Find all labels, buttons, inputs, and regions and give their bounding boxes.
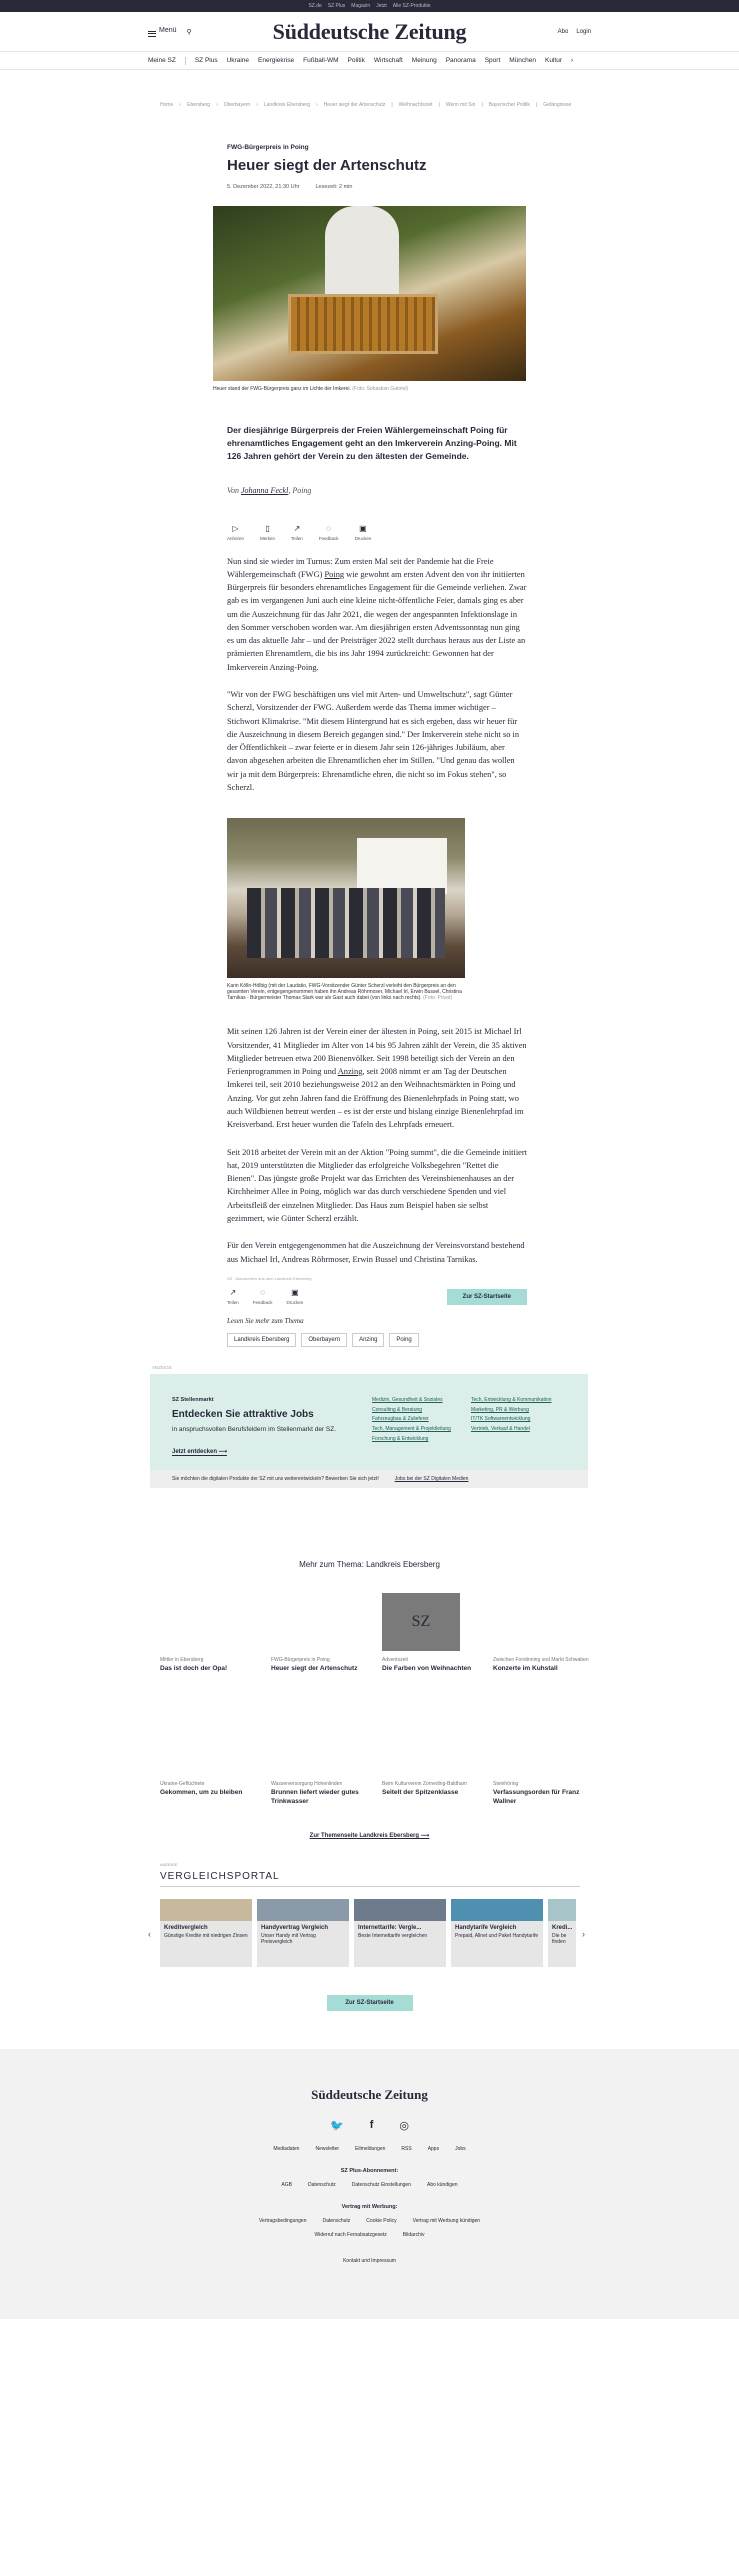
startpage-button[interactable]: Zur SZ-Startseite bbox=[447, 1289, 527, 1305]
article-paragraph: "Wir von der FWG beschäftigen uns viel mit Arten- und Umweltschutz", sagt Günter Scherzl, Vorsitzender der FWG. Außerdem werde das Thema immer wichtiger – Stichwort Klimakrise. "Mit diesem Hintergrund hat es sich ergeben, dass wir heuer für die Auszeichnung in diesem Bereich gegangen sind." Der Imkerverein stehe nicht so in der Öffentlichkeit – zwar feierte er in diesem Jahr sein 126-jähriges Jubiläum, aber davon abgesehen arbeiten die Ehrenamtlichen eher im Stillen. "Und genau das wollen wir ja mit dem Bürgerpreis: Ehrenamtliche ehren, die nicht so im Fokus stehen", so Scherzl. bbox=[227, 690, 520, 793]
footer-link[interactable]: Jobs bbox=[455, 2146, 466, 2153]
presentation-board-shape bbox=[357, 838, 447, 894]
print-icon: ▣ bbox=[359, 523, 367, 533]
breadcrumb: Home › Ebersberg › Oberbayern › Landkreis Ebersberg › Heuer siegt der Artenschutz | Weihnachtszeit | Wenn mit Sin | Bayerischer Politik | Gefängnisse bbox=[160, 102, 572, 108]
honeycomb-frame-shape bbox=[288, 294, 438, 354]
comparison-card[interactable]: Handytarife Vergleich Prepaid, Allnet und Paket Handytarife bbox=[451, 1899, 543, 1969]
byline: Von Johanna Feckl, Poing bbox=[227, 485, 312, 495]
jobs-cta-link[interactable]: Jetzt entdecken ⟶ bbox=[172, 1448, 228, 1455]
article-end-toolbar bbox=[227, 1289, 527, 1305]
nav-item[interactable]: Kultur bbox=[545, 57, 562, 64]
photo-credit: (Foto: Sebastian Gabriel) bbox=[352, 386, 409, 392]
teaser-card[interactable]: Beim Kulturverein Zorneding-Baldham Seitelt der Spitzenklasse bbox=[382, 1781, 467, 1797]
topbar-link[interactable]: Magazin bbox=[351, 3, 371, 9]
footer-link[interactable]: Datenschutz bbox=[307, 2182, 336, 2189]
instagram-icon[interactable]: ◎ bbox=[399, 2120, 409, 2133]
job-category-link[interactable]: Fahrzeugbau & Zulieferer bbox=[372, 1416, 429, 1423]
topic-tag[interactable]: Oberbayern bbox=[301, 1333, 347, 1347]
teaser-card[interactable]: FWG-Bürgerpreis in Poing Heuer siegt der Artenschutz bbox=[271, 1656, 358, 1672]
teaser-card[interactable]: Steinhöring Verfassungsorden für Franz Wallner bbox=[493, 1781, 580, 1805]
teaser-card[interactable]: Mittler in Ebersberg Das ist doch der Opa! bbox=[160, 1656, 228, 1672]
startpage-button[interactable]: Zur SZ-Startseite bbox=[327, 1995, 413, 2011]
hero-figure bbox=[213, 206, 526, 392]
nav-item[interactable]: Sport bbox=[484, 57, 501, 64]
nav-item[interactable]: München bbox=[509, 57, 537, 64]
top-utility-bar bbox=[0, 0, 739, 12]
breadcrumb-item[interactable]: Weihnachtszeit bbox=[398, 102, 433, 108]
teaser-grid bbox=[160, 1593, 739, 1673]
topic-tag[interactable]: Landkreis Ebersberg bbox=[227, 1333, 296, 1347]
page-title: Heuer siegt der Artenschutz bbox=[227, 157, 427, 174]
article-body bbox=[227, 424, 527, 1347]
ad-label: ANZEIGE bbox=[152, 1364, 172, 1370]
footer-logo[interactable]: Süddeutsche Zeitung bbox=[311, 2087, 428, 2103]
jobs-kicker: SZ Stellenmarkt bbox=[172, 1396, 214, 1403]
comparison-card[interactable]: Kredi... Die be finden bbox=[548, 1899, 576, 1969]
print-button[interactable]: ▣ Drucken bbox=[286, 1287, 304, 1305]
bookmark-icon: ▯ bbox=[265, 523, 270, 533]
search-icon[interactable]: ⚲ bbox=[186, 28, 192, 36]
nav-item[interactable]: Panorama bbox=[445, 57, 476, 64]
source-note: SZ - Nachrichten aus dem Landkreis Ebersberg bbox=[227, 1275, 312, 1281]
twitter-icon[interactable]: 🐦 bbox=[330, 2120, 344, 2133]
facebook-icon[interactable]: f bbox=[369, 2119, 374, 2132]
read-time: Lesezeit: 2 min bbox=[315, 184, 353, 190]
topbar-link[interactable]: SZ Plus bbox=[327, 3, 346, 9]
footer-link[interactable]: Datenschutz Einstellungen bbox=[351, 2182, 411, 2189]
topbar-link[interactable]: Jetzt bbox=[376, 3, 387, 9]
article-lead: Der diesjährige Bürgerpreis der Freien Wählergemeinschaft Poing für ehrenamtliches Engagement geht an den Imkerverein Anzing-Poing. Mit 126 Jahren gehört der Verein zu den ältesten der Gemeinde. bbox=[227, 425, 517, 462]
job-category-link[interactable]: Consulting & Beratung bbox=[372, 1406, 423, 1413]
article-paragraph: Seit 2018 arbeitet der Verein mit an der Aktion "Poing summt", die die Gemeinde initiiert hat, 2019 unterstützten die Mitglieder das erfolgreiche Volksbegehren "Rettet die Bienen". Das jüngste große Projekt war das Errichten des Vereinsbienenhauses an der Kirchheimer Allee in Poing, möglich war das durch verschiedene Spenden und viel Arbeitsfleiß der einzelnen Mitglieder. Das Haus zum Beispiel haben sie selbst gezimmert, wie Günter Scherzl erzählt. bbox=[227, 1147, 527, 1223]
comparison-carousel bbox=[148, 1899, 585, 1969]
breadcrumb-item[interactable]: Landkreis Ebersberg bbox=[263, 102, 310, 108]
more-topic-title: Mehr zum Thema: Landkreis Ebersberg bbox=[299, 1559, 440, 1569]
footer-links bbox=[0, 2182, 739, 2188]
nav-item[interactable]: Meinung bbox=[411, 57, 437, 64]
author-link[interactable]: Johanna Feckl bbox=[241, 485, 289, 495]
nav-item[interactable]: Ukraine bbox=[226, 57, 249, 64]
feedback-button[interactable]: ◌ Feedback bbox=[318, 523, 339, 541]
teaser-card[interactable]: SZ Adventszeit Die Farben von Weihnachten bbox=[382, 1593, 488, 1673]
share-button[interactable]: ↗ Teilen bbox=[291, 523, 303, 541]
footer-link[interactable]: Bildarchiv bbox=[402, 2232, 425, 2239]
job-category-link[interactable]: Tech, Entwicklung & Kommunikation bbox=[470, 1396, 552, 1403]
site-logo[interactable]: Süddeutsche Zeitung bbox=[272, 18, 467, 44]
sz-placeholder-image: SZ bbox=[382, 1593, 460, 1651]
footer-links bbox=[0, 2218, 739, 2224]
article-header bbox=[227, 144, 527, 190]
topic-page-link[interactable]: Zur Themenseite Landkreis Ebersberg ⟶ bbox=[309, 1833, 430, 1840]
article-paragraph: Für den Verein entgegengenommen hat die Auszeichnung der Vereinsvorstand bestehend aus Michael Irl, Andreas Röhrmoser, Erwin Bussel und Christina Tarnikas. bbox=[227, 1241, 525, 1264]
photo-credit: (Foto: Privat) bbox=[423, 995, 453, 1002]
share-button[interactable]: ↗ Teilen bbox=[227, 1287, 239, 1305]
article-toolbar bbox=[227, 525, 527, 541]
related-topics-title: Lesen Sie mehr zum Thema bbox=[227, 1316, 304, 1325]
feedback-icon: ◌ bbox=[326, 523, 332, 533]
social-links bbox=[0, 2119, 739, 2132]
inline-link[interactable]: Anzing bbox=[337, 1067, 363, 1077]
comparison-card[interactable]: Internettarife: Vergle... Beste Internettarife vergleichen bbox=[354, 1899, 446, 1969]
job-category-link[interactable]: Tech, Management & Projektleitung bbox=[372, 1426, 451, 1433]
nav-item[interactable]: SZ Plus bbox=[194, 57, 218, 64]
carousel-prev-icon[interactable]: ‹ bbox=[148, 1929, 151, 1940]
comparison-portal bbox=[148, 1853, 585, 1969]
play-icon: ▷ bbox=[232, 523, 239, 533]
listen-button[interactable]: ▷ Anhören bbox=[227, 523, 245, 541]
nav-item[interactable]: Wirtschaft bbox=[373, 57, 403, 64]
footer-heading: Vertrag mit Werbung: bbox=[341, 2204, 398, 2211]
footer-link[interactable]: Abo kündigen bbox=[426, 2182, 458, 2189]
nav-item[interactable]: Fußball-WM bbox=[303, 57, 339, 64]
menu-icon bbox=[148, 31, 156, 37]
footer-links bbox=[0, 2258, 739, 2264]
breadcrumb-item[interactable]: Gefängnisse bbox=[543, 102, 572, 108]
career-promo-bar bbox=[150, 1470, 588, 1488]
hero-image bbox=[213, 206, 526, 381]
jobs-text: in anspruchsvollen Berufsfeldern im Stellenmarkt der SZ. bbox=[172, 1425, 337, 1433]
bookmark-button[interactable]: ▯ Merken bbox=[260, 523, 276, 541]
site-footer bbox=[0, 2049, 739, 2319]
teaser-grid bbox=[160, 1781, 739, 1806]
breadcrumb-item[interactable]: Ebersberg bbox=[187, 102, 211, 108]
feedback-button[interactable]: ◌ Feedback bbox=[252, 1287, 273, 1305]
teaser-card[interactable]: Wasserversorgung Hohenlinden Brunnen liefert wieder gutes Trinkwasser bbox=[271, 1781, 359, 1805]
topbar-link[interactable]: SZ.de bbox=[308, 3, 322, 9]
topic-tag[interactable]: Anzing bbox=[352, 1333, 384, 1347]
jobs-column bbox=[372, 1396, 451, 1458]
nav-item[interactable]: Politik bbox=[347, 57, 365, 64]
ad-label: ANZEIGE bbox=[160, 1862, 178, 1868]
people-shape bbox=[247, 888, 445, 958]
footer-link[interactable]: Apps bbox=[427, 2146, 440, 2153]
promo-text: Sie möchten die digitalen Produkte der SZ mit uns weiterentwickeln? Bewerben Sie sich jetzt! bbox=[172, 1475, 379, 1482]
footer-links bbox=[0, 2232, 739, 2238]
nav-item[interactable]: Meine SZ bbox=[148, 57, 176, 64]
footer-link[interactable]: Newsletter bbox=[315, 2146, 340, 2153]
breadcrumb-item[interactable]: Bayerischer Politik bbox=[488, 102, 530, 108]
carousel-next-icon[interactable]: › bbox=[582, 1929, 585, 1940]
nav-divider bbox=[185, 57, 186, 65]
footer-heading: SZ Plus-Abonnement: bbox=[340, 2168, 399, 2175]
footer-link[interactable]: AGB bbox=[281, 2182, 292, 2189]
breadcrumb-item[interactable]: Home bbox=[160, 102, 174, 108]
print-button[interactable]: ▣ Drucken bbox=[354, 523, 372, 541]
footer-link[interactable]: RSS bbox=[401, 2146, 412, 2153]
article-paragraph: Mit seinen 126 Jahren ist der Verein einer der ältesten in Poing, seit 2015 ist Michael Irl Vorsitzender, 41 Mitglieder im Alter von 14 bis 95 Jahren zählt der Verein, die 35 aktiven Mitglieder betreuen etwa 200 Bienenvölker. Seit 1998 beteiligt sich der Verein an den Ferienprogrammen in Poing und Anzing, seit 2008 nimmt er am Tag der Deutschen Imkerei teil, seit 2010 beziehungsweise 2012 an den Weihnachtsmärkten in Poing und Anzing. Vor gut zehn Jahren fand die Eröffnung des Bienenlehrpfads in Poing statt, wo auch Wildbienen betreut werden – es ist der erste und bislang einzige Bienenlehrpfad im Kreisverband. Erst heuer wurden die Tafeln des Lehrpfads erneuert. bbox=[227, 1027, 527, 1130]
share-icon: ↗ bbox=[229, 1287, 237, 1297]
hero-caption: Heuer stand der FWG-Bürgerpreis ganz im Lichte der Imkerei. (Foto: Sebastian Gabriel) bbox=[213, 386, 409, 392]
login-link[interactable]: Login bbox=[576, 28, 591, 35]
article-date: 5. Dezember 2022, 21:30 Uhr bbox=[227, 184, 300, 190]
figure-caption: Karin Kölln-Hölbig (mit der Laudatio, FWG-Vorsitzender Günter Scherzl verleiht den Bürgerpreis an den gesamten Verein, entgegengenommen haben ihn Andreas Röhrmoser, Michael Irl, Erwin Bussel, Christina Tarnikas - Bürgermeister Thomas Stark war als Gast auch dabei (von links nach rechts). (Foto: Privat) bbox=[227, 983, 462, 1002]
comparison-card[interactable]: Handyvertrag Vergleich Unser Handy mit Vertrag Preisvergleich bbox=[257, 1899, 349, 1969]
share-icon: ↗ bbox=[293, 523, 301, 533]
jobs-title: Entdecken Sie attraktive Jobs bbox=[172, 1408, 314, 1420]
teaser-card[interactable]: Ukraine-Geflüchtete Gekommen, um zu bleiben bbox=[160, 1781, 243, 1797]
footer-link[interactable]: Widerruf nach Fernabsatzgesetz bbox=[314, 2232, 387, 2239]
site-header bbox=[0, 12, 739, 52]
promo-link[interactable]: Jobs bei der SZ Digitalen Medien bbox=[394, 1475, 469, 1482]
footer-link[interactable]: Datenschutz bbox=[322, 2218, 351, 2225]
main-navigation bbox=[0, 52, 739, 70]
job-category-link[interactable]: Marketing, PR & Werbung bbox=[470, 1406, 529, 1413]
job-category-link[interactable]: Forschung & Entwicklung bbox=[372, 1435, 429, 1442]
inline-link[interactable]: Poing bbox=[324, 569, 345, 579]
breadcrumb-item: Heuer siegt der Artenschutz bbox=[323, 102, 386, 108]
footer-links bbox=[0, 2146, 739, 2152]
menu-button[interactable]: Menü bbox=[148, 27, 177, 37]
article-figure bbox=[227, 818, 465, 1001]
job-category-link[interactable]: Medizin, Gesundheit & Soziales bbox=[372, 1396, 443, 1403]
jobs-column bbox=[471, 1396, 552, 1458]
job-category-link[interactable]: IT/TK Softwareentwicklung bbox=[470, 1416, 531, 1423]
topic-tags bbox=[227, 1333, 527, 1347]
imprint-link[interactable]: Kontakt und Impressum bbox=[343, 2258, 396, 2265]
breadcrumb-item[interactable]: Wenn mit Sin bbox=[445, 102, 476, 108]
topbar-link[interactable]: Alle SZ-Produkte bbox=[392, 3, 431, 9]
article-paragraph: Nun sind sie wieder im Turnus: Zum ersten Mal seit der Pandemie hat die Freie Wählergemeinschaft (FWG) Poing wie gewohnt am ersten Advent den von ihr initiierten Bürgerpreis für besonders ehrenamtliches Engagement für die Gemeinde verliehen. Zwar gab es im vergangenen Juni auch eine kleine nicht-öffentliche Feier, damals ging es aber um die Auszeichnung für das Jahr 2021, die wegen der angespannten Infektionslage in den Sommer verschoben worden war. Am diesjährigen ersten Adventssonntag nun ging es um das aktuelle Jahr – und der Preisträger 2022 stellt durchaus heraus aus der Liste an prämierten Ehrenamtlern, die bis ins Jahr 1994 zurückreicht: Gewonnen hat der Imkerverein Anzing-Poing. bbox=[227, 556, 527, 672]
comparison-card[interactable]: Kreditvergleich Günstige Kredite mit niedrigen Zinsen bbox=[160, 1899, 252, 1969]
article-kicker: FWG-Bürgerpreis in Poing bbox=[227, 144, 309, 151]
jobs-ad bbox=[150, 1374, 588, 1470]
feedback-icon: ◌ bbox=[260, 1287, 266, 1297]
footer-link[interactable]: Vertragsbedingungen bbox=[258, 2218, 307, 2225]
teaser-card[interactable]: Zwischen Forstinning und Markt Schwaben Konzerte im Kuhstall bbox=[493, 1656, 589, 1672]
chevron-right-icon[interactable]: › bbox=[571, 57, 574, 64]
footer-link[interactable]: Mediadaten bbox=[273, 2146, 300, 2153]
breadcrumb-item[interactable]: Oberbayern bbox=[223, 102, 251, 108]
job-category-link[interactable]: Vertrieb, Verkauf & Handel bbox=[470, 1426, 530, 1433]
print-icon: ▣ bbox=[291, 1287, 299, 1297]
comparison-portal-title: VERGLEICHSPORTAL bbox=[160, 1871, 580, 1887]
footer-link[interactable]: Cookie Policy bbox=[366, 2218, 397, 2225]
topic-tag[interactable]: Poing bbox=[389, 1333, 418, 1347]
footer-link[interactable]: Eilmeldungen bbox=[355, 2146, 386, 2153]
group-photo bbox=[227, 818, 465, 978]
abo-link[interactable]: Abo bbox=[557, 28, 569, 35]
footer-link[interactable]: Vertrag mit Werbung kündigen bbox=[412, 2218, 481, 2225]
article-meta bbox=[227, 184, 527, 190]
nav-item[interactable]: Energiekrise bbox=[258, 57, 295, 64]
